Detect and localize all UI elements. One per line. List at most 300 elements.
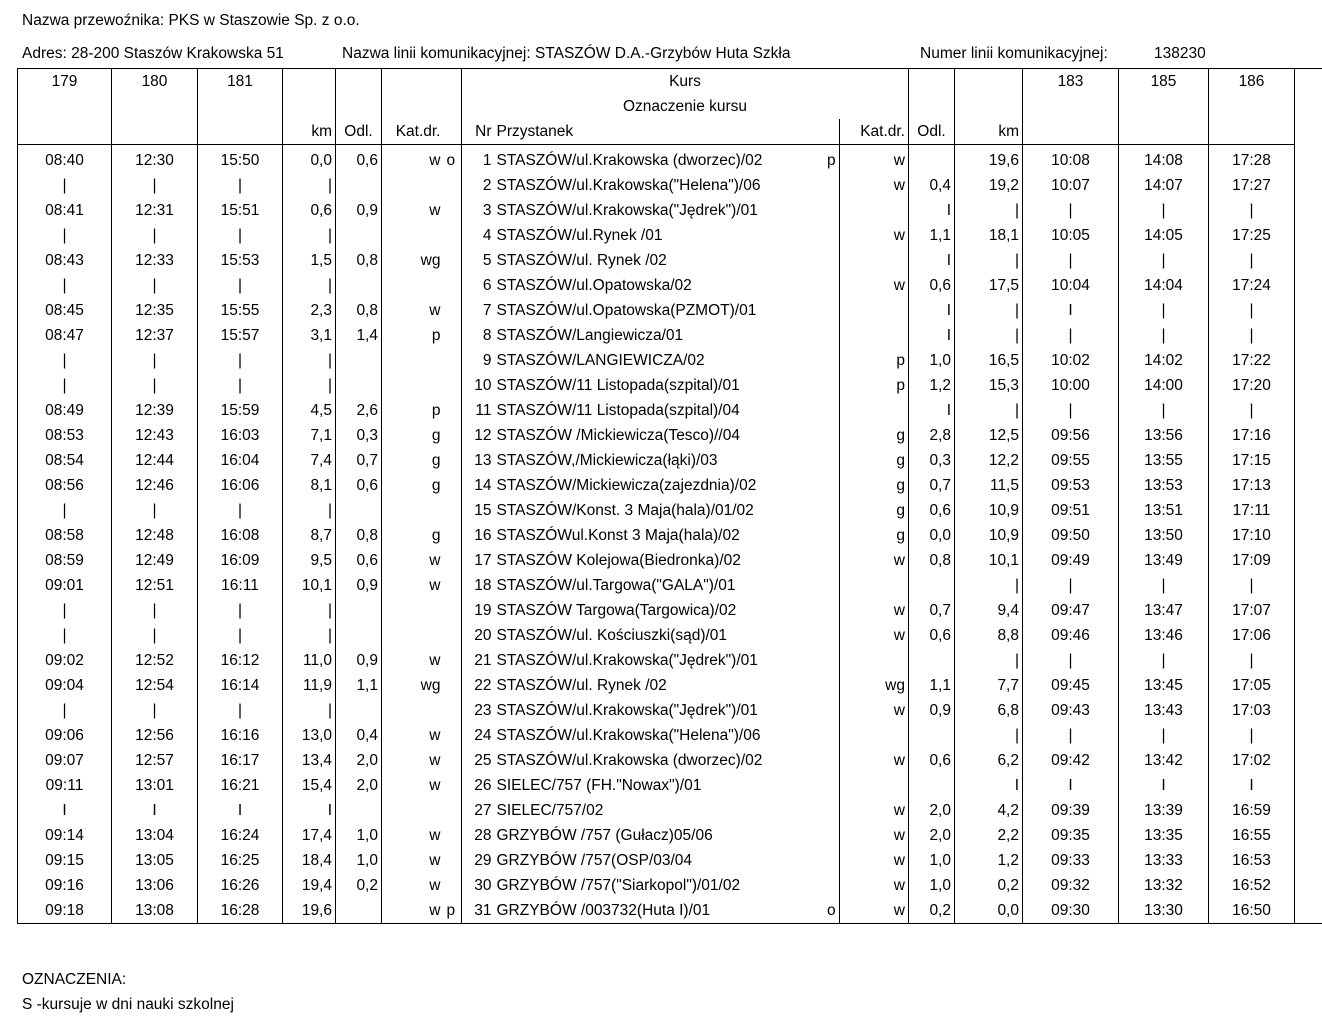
stop-nr: 29 xyxy=(462,848,494,873)
km-back: 8,8 xyxy=(955,623,1023,648)
odl-back: 1,0 xyxy=(909,348,955,373)
katdr-back: g xyxy=(840,473,909,498)
table-row xyxy=(18,145,1322,174)
time-180: 12:49 xyxy=(112,548,198,573)
katdr-back: w xyxy=(840,145,909,174)
legend-title: OZNACZENIA: xyxy=(22,971,127,988)
katdr-back: w xyxy=(840,823,909,848)
time-180: 12:44 xyxy=(112,448,198,473)
mark-end xyxy=(824,848,840,873)
time-179: | xyxy=(18,273,112,298)
katdr-out: w xyxy=(382,298,444,323)
odl-out: 0,6 xyxy=(336,145,382,174)
odl-out xyxy=(336,598,382,623)
mark-start xyxy=(444,348,462,373)
odl-out: 0,8 xyxy=(336,298,382,323)
time-183: 10:02 xyxy=(1023,348,1119,373)
stop-nr: 23 xyxy=(462,698,494,723)
time-185: 13:50 xyxy=(1119,523,1209,548)
time-179: 08:54 xyxy=(18,448,112,473)
time-181: 16:25 xyxy=(198,848,283,873)
mark-start xyxy=(444,398,462,423)
mark-end xyxy=(824,873,840,898)
km-out: 13,0 xyxy=(283,723,336,748)
table-row xyxy=(18,673,1322,698)
time-179: 08:41 xyxy=(18,198,112,223)
time-180: 12:52 xyxy=(112,648,198,673)
km-out: | xyxy=(283,273,336,298)
katdr-back: wg xyxy=(840,673,909,698)
mark-end xyxy=(824,723,840,748)
odl-out: 0,8 xyxy=(336,523,382,548)
time-186: 17:09 xyxy=(1209,548,1295,573)
odl-out: 0,2 xyxy=(336,873,382,898)
km-back: | xyxy=(955,298,1023,323)
time-180: | xyxy=(112,623,198,648)
stop-nr: 17 xyxy=(462,548,494,573)
table-row xyxy=(18,698,1322,723)
stop-name: GRZYBÓW /003732(Huta I)/01 xyxy=(496,902,711,919)
km-out: | xyxy=(283,623,336,648)
time-179: | xyxy=(18,173,112,198)
katdr-out: g xyxy=(382,423,444,448)
km-back: | xyxy=(955,198,1023,223)
time-180: | xyxy=(112,173,198,198)
time-186: 17:02 xyxy=(1209,748,1295,773)
km-back: | xyxy=(955,648,1023,673)
time-179: | xyxy=(18,498,112,523)
km-out: 7,1 xyxy=(283,423,336,448)
odl-back: 1,2 xyxy=(909,373,955,398)
odl-out xyxy=(336,173,382,198)
time-183: | xyxy=(1023,723,1119,748)
mark-end xyxy=(824,623,840,648)
time-179: 08:40 xyxy=(18,145,112,174)
km-back: 19,2 xyxy=(955,173,1023,198)
time-179: 08:43 xyxy=(18,248,112,273)
katdr-out xyxy=(382,698,444,723)
time-185: 13:49 xyxy=(1119,548,1209,573)
time-181: 16:28 xyxy=(198,898,283,924)
km-out: 1,5 xyxy=(283,248,336,273)
odl-out: 1,0 xyxy=(336,823,382,848)
time-183: 10:00 xyxy=(1023,373,1119,398)
time-179: 09:01 xyxy=(18,573,112,598)
km-back: | xyxy=(955,573,1023,598)
stop-name: STASZÓW /Mickiewicza(Tesco)//04 xyxy=(496,427,740,444)
mark-start xyxy=(444,698,462,723)
katdr-back: g xyxy=(840,448,909,473)
km-out: 2,3 xyxy=(283,298,336,323)
km-back: 11,5 xyxy=(955,473,1023,498)
mark-end xyxy=(824,223,840,248)
odl-out xyxy=(336,798,382,823)
odl-back: 1,0 xyxy=(909,873,955,898)
time-181: 16:06 xyxy=(198,473,283,498)
stop-nr: 3 xyxy=(462,198,494,223)
table-row xyxy=(18,473,1322,498)
carrier-address: Adres: 28-200 Staszów Krakowska 51 xyxy=(22,45,284,62)
katdr-back xyxy=(840,298,909,323)
mark-end xyxy=(824,548,840,573)
time-185: I xyxy=(1119,773,1209,798)
col-km-header: km xyxy=(283,119,336,145)
katdr-back: w xyxy=(840,598,909,623)
course-180-header: 180 xyxy=(112,69,198,95)
col-nr-header: Nr xyxy=(462,119,494,145)
odl-out: 0,6 xyxy=(336,473,382,498)
time-181: 16:08 xyxy=(198,523,283,548)
katdr-out: g xyxy=(382,473,444,498)
stop-nr: 2 xyxy=(462,173,494,198)
stop-name: STASZÓW/11 Listopada(szpital)/01 xyxy=(496,377,740,394)
time-181: 15:51 xyxy=(198,198,283,223)
katdr-back xyxy=(840,398,909,423)
time-179: 08:58 xyxy=(18,523,112,548)
katdr-back: w xyxy=(840,623,909,648)
col-stop-header: Przystanek xyxy=(494,119,824,145)
katdr-back xyxy=(840,248,909,273)
km-out: | xyxy=(283,598,336,623)
time-185: 13:35 xyxy=(1119,823,1209,848)
stop-nr: 24 xyxy=(462,723,494,748)
time-181: | xyxy=(198,623,283,648)
time-181: 15:50 xyxy=(198,145,283,174)
stop-nr: 15 xyxy=(462,498,494,523)
katdr-back: w xyxy=(840,873,909,898)
km-out: 13,4 xyxy=(283,748,336,773)
time-180: 12:39 xyxy=(112,398,198,423)
time-185: 14:04 xyxy=(1119,273,1209,298)
mark-start xyxy=(444,173,462,198)
table-row xyxy=(18,523,1322,548)
time-185: 13:56 xyxy=(1119,423,1209,448)
time-183: 10:04 xyxy=(1023,273,1119,298)
stop-name: STASZÓW/ul. Rynek /02 xyxy=(496,677,667,694)
odl-out: 0,3 xyxy=(336,423,382,448)
time-185: 13:42 xyxy=(1119,748,1209,773)
col-odl-header: Odl. xyxy=(336,119,382,145)
stop-name: STASZÓW/ul.Krakowska("Jędrek")/01 xyxy=(496,202,758,219)
time-183: | xyxy=(1023,648,1119,673)
time-179: 08:53 xyxy=(18,423,112,448)
time-186: 17:20 xyxy=(1209,373,1295,398)
katdr-back: w xyxy=(840,798,909,823)
time-180: 12:48 xyxy=(112,523,198,548)
time-181: 15:57 xyxy=(198,323,283,348)
time-183: 09:51 xyxy=(1023,498,1119,523)
table-row xyxy=(18,598,1322,623)
odl-back: 0,6 xyxy=(909,623,955,648)
odl-out: 1,1 xyxy=(336,673,382,698)
odl-out xyxy=(336,623,382,648)
course-186-header: 186 xyxy=(1209,69,1295,95)
mark-end xyxy=(824,498,840,523)
time-183: 10:08 xyxy=(1023,145,1119,174)
stop-name: STASZÓW/11 Listopada(szpital)/04 xyxy=(496,402,740,419)
odl-back: I xyxy=(909,398,955,423)
katdr-back: g xyxy=(840,423,909,448)
time-183: | xyxy=(1023,398,1119,423)
mark-start: o xyxy=(444,145,462,174)
time-186: | xyxy=(1209,198,1295,223)
katdr-out xyxy=(382,798,444,823)
time-179: 09:18 xyxy=(18,898,112,924)
stop-nr: 25 xyxy=(462,748,494,773)
mark-end xyxy=(824,423,840,448)
time-180: | xyxy=(112,373,198,398)
odl-out: 0,8 xyxy=(336,248,382,273)
km-back: 10,9 xyxy=(955,498,1023,523)
stop-name: STASZÓW/ul.Krakowska("Helena")/06 xyxy=(496,727,761,744)
time-185: 13:43 xyxy=(1119,698,1209,723)
odl-out xyxy=(336,373,382,398)
mark-start xyxy=(444,273,462,298)
km-out: 0,6 xyxy=(283,198,336,223)
mark-start xyxy=(444,798,462,823)
time-179: | xyxy=(18,223,112,248)
time-180: | xyxy=(112,348,198,373)
stop-name: GRZYBÓW /757 (Gułacz)05/06 xyxy=(496,827,713,844)
stop-name: STASZÓW/ul.Krakowska("Helena")/06 xyxy=(496,177,761,194)
time-183: 09:47 xyxy=(1023,598,1119,623)
time-186: 17:05 xyxy=(1209,673,1295,698)
odl-back xyxy=(909,145,955,174)
mark-end xyxy=(824,598,840,623)
time-185: 13:51 xyxy=(1119,498,1209,523)
odl-back: 0,4 xyxy=(909,173,955,198)
katdr-out: w xyxy=(382,648,444,673)
odl-back: 0,6 xyxy=(909,273,955,298)
stop-name: SIELEC/757 (FH."Nowax")/01 xyxy=(496,777,702,794)
odl-out: 0,9 xyxy=(336,573,382,598)
table-row xyxy=(18,373,1322,398)
col-km2-header: km xyxy=(955,119,1023,145)
table-row xyxy=(18,423,1322,448)
time-183: 09:49 xyxy=(1023,548,1119,573)
mark-end xyxy=(824,523,840,548)
time-185: | xyxy=(1119,398,1209,423)
time-179: 09:06 xyxy=(18,723,112,748)
km-out: | xyxy=(283,348,336,373)
stop-nr: 27 xyxy=(462,798,494,823)
km-back: 10,9 xyxy=(955,523,1023,548)
stop-nr: 7 xyxy=(462,298,494,323)
katdr-out: w xyxy=(382,873,444,898)
time-181: 16:04 xyxy=(198,448,283,473)
time-180: 13:04 xyxy=(112,823,198,848)
mark-start xyxy=(444,848,462,873)
mark-start xyxy=(444,598,462,623)
time-180: | xyxy=(112,498,198,523)
time-183: | xyxy=(1023,323,1119,348)
odl-out: 0,9 xyxy=(336,198,382,223)
katdr-back: w xyxy=(840,548,909,573)
time-183: 09:55 xyxy=(1023,448,1119,473)
table-row xyxy=(18,823,1322,848)
km-back: 18,1 xyxy=(955,223,1023,248)
km-back: 9,4 xyxy=(955,598,1023,623)
stop-name: STASZÓW/ul. Kościuszki(sąd)/01 xyxy=(496,627,728,644)
time-185: 13:30 xyxy=(1119,898,1209,924)
km-out: 10,1 xyxy=(283,573,336,598)
mark-start xyxy=(444,873,462,898)
table-row xyxy=(18,348,1322,373)
time-185: | xyxy=(1119,298,1209,323)
time-186: | xyxy=(1209,248,1295,273)
time-179: 09:02 xyxy=(18,648,112,673)
time-183: | xyxy=(1023,573,1119,598)
time-179: | xyxy=(18,373,112,398)
odl-out xyxy=(336,498,382,523)
katdr-out: wg xyxy=(382,673,444,698)
katdr-out xyxy=(382,623,444,648)
table-row xyxy=(18,298,1322,323)
mark-end xyxy=(824,173,840,198)
time-179: 09:16 xyxy=(18,873,112,898)
time-186: | xyxy=(1209,323,1295,348)
stop-name: STASZÓWul.Konst 3 Maja(hala)/02 xyxy=(496,527,740,544)
katdr-out: w xyxy=(382,898,444,924)
katdr-out: p xyxy=(382,398,444,423)
time-186: 16:50 xyxy=(1209,898,1295,924)
time-183: 09:39 xyxy=(1023,798,1119,823)
time-179: 08:56 xyxy=(18,473,112,498)
time-181: | xyxy=(198,348,283,373)
time-179: 09:14 xyxy=(18,823,112,848)
stop-nr: 28 xyxy=(462,823,494,848)
time-186: 17:24 xyxy=(1209,273,1295,298)
time-185: 13:33 xyxy=(1119,848,1209,873)
katdr-back: w xyxy=(840,898,909,924)
mark-end xyxy=(824,373,840,398)
time-180: | xyxy=(112,223,198,248)
time-186: 16:53 xyxy=(1209,848,1295,873)
km-back: 6,8 xyxy=(955,698,1023,723)
mark-start xyxy=(444,198,462,223)
katdr-out: p xyxy=(382,323,444,348)
time-185: 14:02 xyxy=(1119,348,1209,373)
time-183: I xyxy=(1023,773,1119,798)
time-179: 09:07 xyxy=(18,748,112,773)
time-185: | xyxy=(1119,198,1209,223)
time-186: 17:16 xyxy=(1209,423,1295,448)
stop-nr: 6 xyxy=(462,273,494,298)
mark-start xyxy=(444,473,462,498)
time-183: 09:32 xyxy=(1023,873,1119,898)
time-186: 16:52 xyxy=(1209,873,1295,898)
stop-name: STASZÓW/Mickiewicza(zajezdnia)/02 xyxy=(496,477,757,494)
time-181: | xyxy=(198,273,283,298)
kurs-label: Kurs xyxy=(462,69,909,95)
time-186: 16:55 xyxy=(1209,823,1295,848)
km-out: 4,5 xyxy=(283,398,336,423)
time-183: | xyxy=(1023,248,1119,273)
odl-back: I xyxy=(909,198,955,223)
table-row xyxy=(18,648,1322,673)
odl-out: 2,0 xyxy=(336,748,382,773)
odl-back xyxy=(909,723,955,748)
time-181: 16:17 xyxy=(198,748,283,773)
carrier-name: Nazwa przewoźnika: PKS w Staszowie Sp. z o.o. xyxy=(22,12,360,29)
timetable xyxy=(17,68,1322,924)
km-back: 16,5 xyxy=(955,348,1023,373)
time-183: 09:42 xyxy=(1023,748,1119,773)
km-out: | xyxy=(283,223,336,248)
stop-name: GRZYBÓW /757(OSP/03/04 xyxy=(496,852,693,869)
stop-name: STASZÓW/ul.Opatowska(PZMOT)/01 xyxy=(496,302,757,319)
stop-name: STASZÓW/ul.Krakowska("Jędrek")/01 xyxy=(496,702,758,719)
time-181: 16:03 xyxy=(198,423,283,448)
time-185: | xyxy=(1119,248,1209,273)
time-179: 09:11 xyxy=(18,773,112,798)
time-185: | xyxy=(1119,648,1209,673)
odl-out: 0,9 xyxy=(336,648,382,673)
time-185: 13:55 xyxy=(1119,448,1209,473)
katdr-out xyxy=(382,273,444,298)
time-180: 12:54 xyxy=(112,673,198,698)
time-185: 14:00 xyxy=(1119,373,1209,398)
time-183: 09:45 xyxy=(1023,673,1119,698)
km-out: | xyxy=(283,698,336,723)
time-180: 12:31 xyxy=(112,198,198,223)
col-katdr-header: Kat.dr. xyxy=(382,119,444,145)
mark-end xyxy=(824,648,840,673)
stop-nr: 8 xyxy=(462,323,494,348)
mark-end: o xyxy=(824,898,840,924)
time-185: 13:39 xyxy=(1119,798,1209,823)
katdr-back xyxy=(840,198,909,223)
katdr-back xyxy=(840,573,909,598)
odl-out xyxy=(336,223,382,248)
katdr-back xyxy=(840,773,909,798)
mark-start xyxy=(444,623,462,648)
time-185: 14:08 xyxy=(1119,145,1209,174)
odl-back: I xyxy=(909,248,955,273)
odl-back: 1,1 xyxy=(909,223,955,248)
odl-back: I xyxy=(909,323,955,348)
time-181: 16:21 xyxy=(198,773,283,798)
km-out: 15,4 xyxy=(283,773,336,798)
km-back: 6,2 xyxy=(955,748,1023,773)
mark-start xyxy=(444,523,462,548)
mark-end xyxy=(824,273,840,298)
km-out: | xyxy=(283,373,336,398)
km-out: I xyxy=(283,798,336,823)
katdr-out: w xyxy=(382,145,444,174)
odl-out: 1,4 xyxy=(336,323,382,348)
time-180: 12:35 xyxy=(112,298,198,323)
stop-name: STASZÓW Kolejowa(Biedronka)/02 xyxy=(496,552,741,569)
time-179: I xyxy=(18,798,112,823)
time-186: 17:07 xyxy=(1209,598,1295,623)
km-back: 0,2 xyxy=(955,873,1023,898)
katdr-out xyxy=(382,348,444,373)
time-186: | xyxy=(1209,298,1295,323)
stop-nr: 22 xyxy=(462,673,494,698)
course-185-header: 185 xyxy=(1119,69,1209,95)
table-row xyxy=(18,498,1322,523)
stop-nr: 20 xyxy=(462,623,494,648)
km-back: | xyxy=(955,723,1023,748)
table-row xyxy=(18,248,1322,273)
time-179: 08:45 xyxy=(18,298,112,323)
katdr-out: w xyxy=(382,548,444,573)
time-186: | xyxy=(1209,398,1295,423)
time-183: 09:46 xyxy=(1023,623,1119,648)
table-row xyxy=(18,898,1322,924)
odl-out xyxy=(336,698,382,723)
